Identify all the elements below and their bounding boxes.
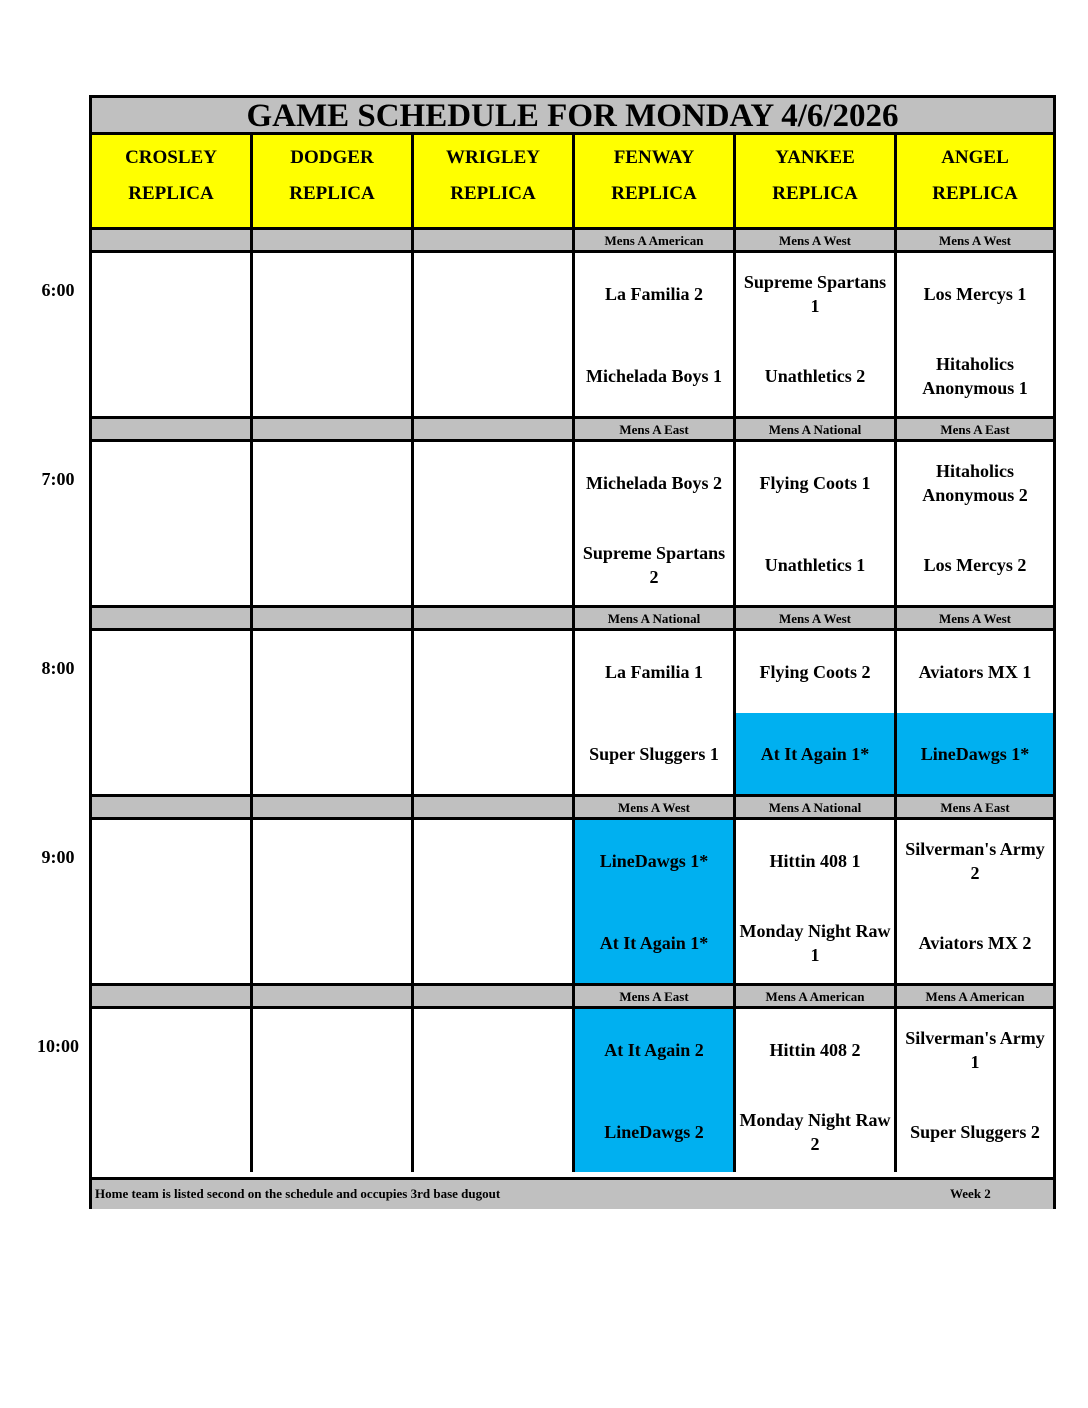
away-team bbox=[414, 1009, 572, 1091]
division-label: Mens A West bbox=[939, 611, 1011, 626]
away-team bbox=[92, 631, 250, 713]
home-team bbox=[253, 902, 411, 983]
game-cell bbox=[575, 1009, 736, 1172]
division-label bbox=[414, 608, 575, 628]
away-team bbox=[414, 442, 572, 524]
game-cell bbox=[92, 1009, 253, 1172]
away-team: LineDawgs 1* bbox=[575, 820, 733, 902]
home-team bbox=[92, 524, 250, 605]
field-header-row bbox=[92, 135, 1053, 227]
game-cell bbox=[736, 631, 897, 794]
division-label: Mens A East bbox=[575, 419, 736, 439]
time-label: 10:00 bbox=[37, 1036, 79, 1056]
game-cell bbox=[414, 1009, 575, 1172]
field-type: REPLICA bbox=[450, 183, 536, 204]
home-team bbox=[92, 902, 250, 983]
field-name: DODGER bbox=[290, 147, 374, 168]
division-label bbox=[92, 608, 253, 628]
game-cell bbox=[897, 1009, 1053, 1172]
home-team bbox=[253, 713, 411, 794]
division-label: Mens A American bbox=[736, 986, 897, 1006]
time-label: 8:00 bbox=[41, 658, 75, 678]
page-title: GAME SCHEDULE FOR MONDAY 4/6/2026 bbox=[92, 98, 1053, 135]
home-team: Los Mercys 2 bbox=[923, 554, 1027, 575]
away-team bbox=[253, 253, 411, 335]
division-label: Mens A West bbox=[939, 233, 1011, 248]
game-cell bbox=[253, 1009, 414, 1172]
away-team: Michelada Boys 2 bbox=[585, 473, 722, 493]
game-cell bbox=[736, 820, 897, 983]
game-cell bbox=[736, 1009, 897, 1172]
field-name: CROSLEY bbox=[125, 147, 217, 168]
field-header-dodger bbox=[253, 135, 414, 227]
away-team: At It Again 2 bbox=[575, 1009, 733, 1091]
away-team: Los Mercys 1 bbox=[923, 284, 1027, 304]
home-team: LineDawgs 1* bbox=[897, 713, 1053, 794]
away-team bbox=[92, 442, 250, 524]
field-header-wrigley bbox=[414, 135, 575, 227]
division-label bbox=[414, 419, 575, 439]
division-label: Mens A West bbox=[736, 608, 897, 628]
game-cell bbox=[414, 442, 575, 605]
division-row bbox=[92, 605, 1053, 631]
game-cell bbox=[253, 631, 414, 794]
away-team bbox=[253, 442, 411, 524]
game-cell bbox=[575, 442, 736, 605]
division-label: Mens A National bbox=[575, 608, 736, 628]
division-row bbox=[92, 227, 1053, 253]
home-team: At It Again 1* bbox=[575, 902, 733, 983]
time-label: 9:00 bbox=[41, 847, 75, 867]
game-cell bbox=[897, 253, 1053, 416]
game-cell bbox=[414, 820, 575, 983]
time-slot-row bbox=[92, 631, 1053, 794]
division-label bbox=[253, 986, 414, 1006]
division-label bbox=[92, 230, 253, 250]
field-type: REPLICA bbox=[128, 183, 214, 204]
home-team bbox=[92, 713, 250, 794]
game-cell bbox=[575, 631, 736, 794]
home-team bbox=[414, 524, 572, 605]
field-header-crosley bbox=[92, 135, 253, 227]
time-slot-row bbox=[92, 253, 1053, 416]
game-cell bbox=[92, 253, 253, 416]
division-label: Mens A National bbox=[736, 797, 897, 817]
field-type: REPLICA bbox=[772, 183, 858, 204]
away-team bbox=[253, 1009, 411, 1091]
time-slot-row bbox=[92, 1009, 1053, 1172]
away-team: Hittin 408 2 bbox=[769, 1040, 861, 1060]
game-cell bbox=[575, 820, 736, 983]
away-team bbox=[92, 820, 250, 902]
division-label bbox=[414, 986, 575, 1006]
home-team bbox=[253, 524, 411, 605]
time-slot-row bbox=[92, 442, 1053, 605]
home-team: Unathletics 1 bbox=[764, 554, 866, 575]
time-slot-row bbox=[92, 820, 1053, 983]
game-cell bbox=[897, 631, 1053, 794]
game-cell bbox=[92, 631, 253, 794]
away-team: Hittin 408 1 bbox=[769, 851, 861, 871]
home-team bbox=[253, 335, 411, 416]
away-team: La Familia 1 bbox=[605, 662, 703, 682]
home-team bbox=[92, 1091, 250, 1172]
game-cell bbox=[414, 253, 575, 416]
home-team: Hitaholics Anonymous 1 bbox=[922, 353, 1028, 398]
division-label bbox=[92, 986, 253, 1006]
division-label: Mens A American bbox=[925, 989, 1025, 1004]
game-cell bbox=[414, 631, 575, 794]
division-label bbox=[414, 230, 575, 250]
field-name: ANGEL bbox=[941, 147, 1009, 168]
division-label bbox=[92, 797, 253, 817]
away-team: Supreme Spartans 1 bbox=[743, 272, 887, 316]
division-label: Mens A West bbox=[575, 797, 736, 817]
away-team: Flying Coots 1 bbox=[759, 473, 871, 493]
away-team: Flying Coots 2 bbox=[759, 662, 871, 682]
away-team bbox=[92, 1009, 250, 1091]
division-label: Mens A National bbox=[736, 419, 897, 439]
away-team bbox=[414, 631, 572, 713]
home-team bbox=[414, 335, 572, 416]
time-label: 7:00 bbox=[41, 469, 75, 489]
week-label: Week 2 bbox=[950, 1186, 991, 1201]
away-team bbox=[414, 253, 572, 335]
home-team: Monday Night Raw 2 bbox=[739, 1109, 891, 1154]
field-type: REPLICA bbox=[611, 183, 697, 204]
home-team: Super Sluggers 1 bbox=[589, 743, 719, 764]
footer-note: Home team is listed second on the schedule and occupies 3rd base dugout bbox=[95, 1186, 501, 1201]
home-team bbox=[414, 713, 572, 794]
game-cell bbox=[92, 820, 253, 983]
schedule-table bbox=[89, 95, 1056, 1209]
away-team: Silverman's Army 1 bbox=[905, 1028, 1045, 1072]
away-team: Silverman's Army 2 bbox=[905, 839, 1045, 883]
game-cell bbox=[736, 253, 897, 416]
division-label bbox=[92, 419, 253, 439]
away-team: Aviators MX 1 bbox=[918, 662, 1032, 682]
game-cell bbox=[253, 820, 414, 983]
home-team bbox=[253, 1091, 411, 1172]
home-team: Aviators MX 2 bbox=[918, 932, 1032, 953]
division-label bbox=[253, 419, 414, 439]
division-label: Mens A American bbox=[575, 230, 736, 250]
away-team bbox=[253, 631, 411, 713]
division-label: Mens A West bbox=[736, 230, 897, 250]
home-team: Monday Night Raw 1 bbox=[739, 920, 891, 965]
division-label bbox=[253, 230, 414, 250]
field-type: REPLICA bbox=[932, 183, 1018, 204]
away-team bbox=[253, 820, 411, 902]
away-team: Hitaholics Anonymous 2 bbox=[922, 461, 1028, 505]
division-row bbox=[92, 416, 1053, 442]
home-team bbox=[414, 1091, 572, 1172]
away-team: La Familia 2 bbox=[605, 284, 703, 304]
field-header-angel bbox=[897, 135, 1053, 227]
field-name: WRIGLEY bbox=[446, 147, 540, 168]
field-header-fenway bbox=[575, 135, 736, 227]
division-label bbox=[414, 797, 575, 817]
home-team: At It Again 1* bbox=[736, 713, 894, 794]
game-cell bbox=[897, 820, 1053, 983]
home-team: Supreme Spartans 2 bbox=[582, 542, 726, 587]
division-label: Mens A East bbox=[575, 986, 736, 1006]
home-team bbox=[414, 902, 572, 983]
game-cell bbox=[92, 442, 253, 605]
home-team: Super Sluggers 2 bbox=[910, 1121, 1040, 1142]
away-team bbox=[414, 820, 572, 902]
field-type: REPLICA bbox=[289, 183, 375, 204]
division-label bbox=[253, 797, 414, 817]
home-team bbox=[92, 335, 250, 416]
division-row bbox=[92, 983, 1053, 1009]
division-row bbox=[92, 794, 1053, 820]
footer-bar bbox=[92, 1177, 1053, 1209]
division-label: Mens A East bbox=[940, 422, 1010, 437]
game-cell bbox=[575, 253, 736, 416]
game-cell bbox=[253, 253, 414, 416]
division-label: Mens A East bbox=[940, 800, 1010, 815]
field-name: FENWAY bbox=[613, 147, 695, 168]
game-cell bbox=[736, 442, 897, 605]
home-team: Unathletics 2 bbox=[764, 365, 866, 386]
time-label: 6:00 bbox=[41, 280, 75, 300]
division-label bbox=[253, 608, 414, 628]
game-cell bbox=[253, 442, 414, 605]
field-header-yankee bbox=[736, 135, 897, 227]
home-team: LineDawgs 2 bbox=[575, 1091, 733, 1172]
field-name: YANKEE bbox=[775, 147, 855, 168]
away-team bbox=[92, 253, 250, 335]
home-team: Michelada Boys 1 bbox=[585, 365, 722, 386]
game-cell bbox=[897, 442, 1053, 605]
